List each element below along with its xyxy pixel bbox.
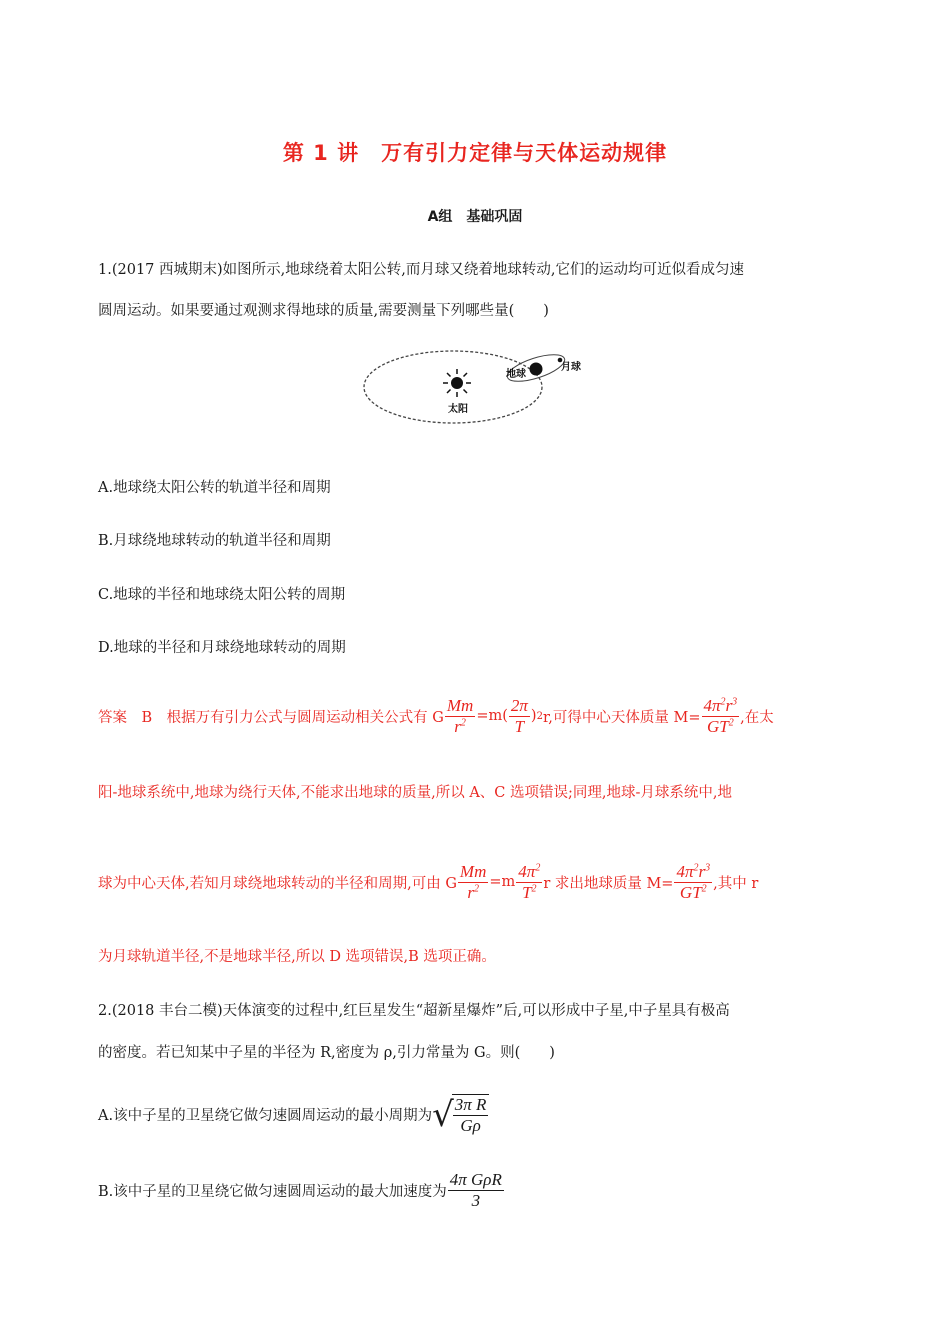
q1-option-c: C.地球的半径和地球绕太阳公转的周期 [98, 587, 346, 603]
q2-option-a: A.该中子星的卫星绕它做匀速圆周运动的最小周期为 √ $\frac{\text{3π R}}{G\rho}$ [98, 1094, 489, 1136]
q1-option-a: A.地球绕太阳公转的轨道半径和周期 [98, 480, 331, 496]
earth-label: 地球 [506, 369, 526, 380]
q1-answer-line4: 为月球轨道半径,不是地球半径,所以 D 选项错误,B 选项正确。 [98, 949, 496, 965]
formula-4pi2-over-T2: $\frac{4\pi^2}{T^2}$ [518, 862, 541, 902]
q1-option-d: D.地球的半径和月球绕地球转动的周期 [98, 640, 346, 656]
q2-option-b: B.该中子星的卫星绕它做匀速圆周运动的最大加速度为 $\frac{\text{4π GρR}}{3}$ [98, 1170, 502, 1210]
formula-2pi-over-T: $\frac{2\pi}{T}$ [510, 696, 528, 736]
q1-stem-line2: 圆周运动。如果要通过观测求得地球的质量,需要测量下列哪些量( ) [98, 303, 549, 319]
sqrt-formula: √ $\frac{\text{3π R}}{G\rho}$ [432, 1094, 489, 1136]
q2-stem-line2: 的密度。若已知某中子星的半径为 R,密度为 ρ,引力常量为 G。则( ) [98, 1045, 555, 1061]
formula-Mm-over-r2-b: $\frac{Mm}{r^2}$ [459, 862, 487, 902]
formula-3piR-over-Grho: $\frac{\text{3π R}}{G\rho}$ [454, 1095, 487, 1135]
q1-answer-line2: 阳-地球系统中,地球为绕行天体,不能求出地球的质量,所以 A、C 选项错误;同理,地球-月球系统中,地 [98, 785, 733, 801]
moon-label: 月球 [561, 362, 581, 373]
q1-option-b: B.月球绕地球转动的轨道半径和周期 [98, 533, 331, 549]
q1-answer-line1: 答案 B 根据万有引力公式与圆周运动相关公式有 G $\frac{Mm}{r^2}$ =m( $\frac{2\pi}{T}$ ) 2 r,可得中心天体质量 M= $\frac{4\pi^2r^3}{GT^2}$ ,在太 [98, 696, 774, 736]
q2-stem-line1: 2.(2018 丰台二模)天体演变的过程中,红巨星发生“超新星爆炸”后,可以形成中子星,中子星具有极高 [98, 1003, 730, 1019]
q1-answer-line3: 球为中心天体,若知月球绕地球转动的半径和周期,可由 G $\frac{Mm}{r^2}$ =m $\frac{4\pi^2}{T^2}$ r 求出地球质量 M= $\frac{4\pi^2r^3}{GT^2}$ ,其中 r [98, 862, 759, 902]
sun-icon [443, 369, 471, 397]
formula-mass-1: $\frac{4\pi^2r^3}{GT^2}$ [703, 696, 738, 736]
formula-4piGrhoR-over-3: $\frac{\text{4π GρR}}{3}$ [449, 1170, 502, 1210]
group-heading: A组 基础巩固 [427, 209, 523, 225]
earth-icon [530, 363, 543, 376]
page-title: 第 1 讲 万有引力定律与天体运动规律 [282, 141, 668, 165]
orbit-diagram [362, 343, 581, 425]
formula-mass-2: $\frac{4\pi^2r^3}{GT^2}$ [676, 862, 711, 902]
q1-stem-line1: 1.(2017 西城期末)如图所示,地球绕着太阳公转,而月球又绕着地球转动,它们的运动均可近似看成匀速 [98, 262, 744, 278]
formula-Mm-over-r2: $\frac{Mm}{r^2}$ [446, 696, 474, 736]
sun-label: 太阳 [448, 404, 468, 415]
